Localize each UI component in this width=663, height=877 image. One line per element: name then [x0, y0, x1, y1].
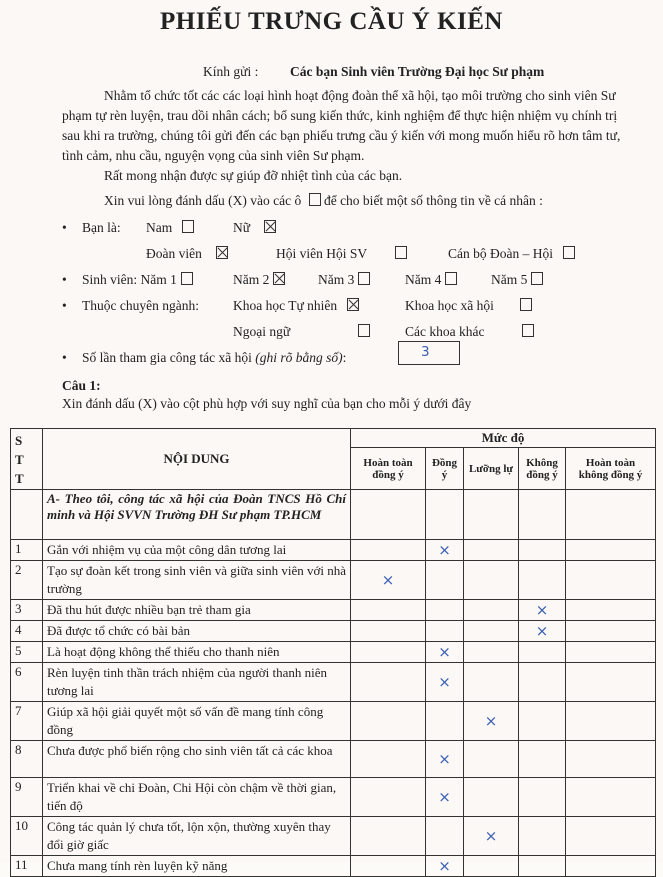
checkbox-hoi-vien[interactable]	[276, 246, 407, 262]
instruction-text	[104, 193, 543, 209]
table-row	[11, 600, 656, 621]
checkbox[interactable]	[358, 272, 370, 285]
question-text: Xin đánh dấu (X) vào cột phù hợp với suy nghĩ của bạn cho mỗi ý dưới đây	[62, 396, 472, 411]
label: Khoa học Tự nhiên	[233, 298, 338, 313]
answer-cell[interactable]	[566, 540, 656, 561]
row-stt: 9	[11, 778, 43, 817]
answer-cell-marked[interactable]: ×	[426, 856, 464, 877]
level-header-4: Hoàn toàn không đồng ý	[566, 448, 656, 490]
instruction-pre: Xin vui lòng đánh dấu (X) vào các ô	[104, 193, 302, 208]
answer-cell[interactable]	[351, 540, 426, 561]
answer-cell[interactable]	[519, 561, 566, 600]
checkbox-checked[interactable]	[216, 246, 228, 259]
checkbox-nu[interactable]	[233, 220, 276, 236]
answer-cell[interactable]	[519, 817, 566, 856]
table-row	[11, 621, 656, 642]
label: Sinh viên:	[82, 272, 138, 287]
row-content: Gắn với nhiệm vụ của một công dân tương lai	[43, 540, 351, 561]
row-stt: 4	[11, 621, 43, 642]
row-stt: 7	[11, 702, 43, 741]
answer-cell[interactable]	[566, 621, 656, 642]
answer-cell-marked[interactable]: ×	[464, 817, 519, 856]
section-stt	[11, 490, 43, 540]
so-lan-value: 3	[421, 344, 430, 360]
answer-cell[interactable]	[351, 621, 426, 642]
checkbox[interactable]	[445, 272, 457, 285]
label: Nữ	[233, 220, 251, 235]
row-stt: 5	[11, 642, 43, 663]
page-title: PHIẾU TRƯNG CẦU Ý KIẾN	[160, 8, 503, 35]
answer-cell[interactable]	[464, 856, 519, 877]
answer-cell-marked[interactable]: ×	[426, 540, 464, 561]
table-row	[11, 778, 656, 817]
ban-la-label: • Bạn là:	[82, 220, 121, 236]
so-lan-row	[82, 350, 346, 366]
checkbox[interactable]	[520, 298, 532, 311]
checkbox[interactable]	[522, 324, 534, 337]
note: (ghi rõ bằng số)	[255, 350, 343, 365]
answer-cell[interactable]	[464, 663, 519, 702]
label: Năm 1	[140, 272, 177, 287]
answer-cell[interactable]	[519, 663, 566, 702]
label: Năm 5	[491, 272, 528, 287]
answer-cell-marked[interactable]: ×	[426, 663, 464, 702]
answer-cell[interactable]	[519, 778, 566, 817]
row-content: Tạo sự đoàn kết trong sinh viên và giữa sinh viên với nhà trường	[43, 561, 351, 600]
row-stt: 3	[11, 600, 43, 621]
answer-cell[interactable]	[426, 600, 464, 621]
row-content: Công tác quản lý chưa tốt, lộn xộn, thường xuyên thay đổi giờ giấc	[43, 817, 351, 856]
row-content: Rèn luyện tinh thần trách nhiệm của người thanh niên tương lai	[43, 663, 351, 702]
checkbox-checked[interactable]	[264, 220, 276, 233]
answer-cell[interactable]	[566, 561, 656, 600]
label: Cán bộ Đoàn – Hội	[448, 246, 553, 261]
row-stt: 2	[11, 561, 43, 600]
checkbox-checked[interactable]	[273, 272, 285, 285]
greeting-label: Kính gửi :	[203, 64, 259, 79]
colon: :	[342, 350, 347, 365]
row-content: Đã thu hút được nhiều bạn trẻ tham gia	[43, 600, 351, 621]
answer-cell-marked[interactable]: ×	[351, 561, 426, 600]
answer-cell[interactable]	[519, 856, 566, 877]
answer-cell-marked[interactable]: ×	[426, 778, 464, 817]
level-header-3: Không đồng ý	[519, 448, 566, 490]
answer-cell[interactable]	[351, 856, 426, 877]
answer-cell[interactable]	[566, 856, 656, 877]
table-row	[11, 561, 656, 600]
row-content: Triển khai về chi Đoàn, Chi Hội còn chậm về thời gian, tiến độ	[43, 778, 351, 817]
label: Năm 4	[405, 272, 442, 287]
checkbox[interactable]	[395, 246, 407, 259]
table-row	[11, 856, 656, 877]
label: Khoa học xã hội	[405, 298, 494, 313]
label: Đoàn viên	[146, 246, 202, 261]
answer-cell[interactable]	[351, 702, 426, 741]
answer-cell[interactable]	[351, 600, 426, 621]
row-stt: 1	[11, 540, 43, 561]
table-row	[11, 540, 656, 561]
instruction-post: để cho biết một số thông tin về cá nhân :	[323, 193, 543, 208]
checkbox-khoa-khac[interactable]	[405, 324, 534, 340]
answer-cell[interactable]	[464, 621, 519, 642]
answer-cell[interactable]	[519, 642, 566, 663]
chuyen-nganh-label: • Thuộc chuyên ngành:	[82, 298, 199, 314]
answer-cell[interactable]	[464, 741, 519, 778]
survey-table	[10, 428, 656, 877]
answer-cell[interactable]	[351, 817, 426, 856]
answer-cell[interactable]	[426, 702, 464, 741]
level-header-1: Đồng ý	[426, 448, 464, 490]
checkbox-ngoai-ngu[interactable]	[233, 324, 370, 340]
answer-cell[interactable]	[464, 561, 519, 600]
checkbox-doan-vien[interactable]	[146, 246, 228, 262]
answer-cell[interactable]	[464, 600, 519, 621]
row-stt: 11	[11, 856, 43, 877]
answer-cell[interactable]	[566, 702, 656, 741]
label: Ngoại ngữ	[233, 324, 291, 339]
row-content: Là hoạt động không thể thiếu cho thanh niên	[43, 642, 351, 663]
label: Số lần tham gia công tác xã hội	[82, 350, 252, 365]
checkbox-nam4[interactable]	[405, 272, 457, 288]
checkbox-checked[interactable]	[347, 298, 359, 311]
answer-cell-marked[interactable]: ×	[464, 702, 519, 741]
table-row	[11, 741, 656, 778]
label: Năm 3	[318, 272, 355, 287]
answer-cell[interactable]	[566, 663, 656, 702]
answer-cell[interactable]	[519, 702, 566, 741]
level-header-0: Hoàn toàn đồng ý	[351, 448, 426, 490]
greeting-recipient: Các bạn Sinh viên Trường Đại học Sư phạm	[290, 64, 545, 79]
answer-cell[interactable]	[566, 778, 656, 817]
checkbox-nam3[interactable]	[318, 272, 370, 288]
stt-header: S T T	[11, 429, 43, 490]
answer-cell[interactable]	[464, 540, 519, 561]
answer-cell[interactable]	[464, 642, 519, 663]
level-header: Mức độ	[351, 429, 656, 448]
table-row	[11, 702, 656, 741]
answer-cell[interactable]	[566, 600, 656, 621]
answer-cell[interactable]	[519, 741, 566, 778]
answer-cell[interactable]	[519, 540, 566, 561]
checkbox-can-bo[interactable]	[448, 246, 575, 262]
row-stt: 10	[11, 817, 43, 856]
answer-cell-marked[interactable]: ×	[519, 600, 566, 621]
label: Năm 2	[233, 272, 270, 287]
answer-cell[interactable]	[426, 817, 464, 856]
answer-cell[interactable]	[351, 778, 426, 817]
question-label: Câu 1:	[62, 378, 101, 393]
checkbox[interactable]	[531, 272, 543, 285]
row-stt: 8	[11, 741, 43, 778]
checkbox-nam2[interactable]	[233, 272, 285, 288]
checkbox-xa-hoi[interactable]	[405, 298, 532, 314]
row-content: Chưa mang tính rèn luyện kỹ năng	[43, 856, 351, 877]
answer-cell[interactable]	[464, 778, 519, 817]
row-content: Giúp xã hội giải quyết một số vấn đề mang tính công đồng	[43, 702, 351, 741]
checkbox-nam1[interactable]	[181, 272, 193, 285]
answer-cell-marked[interactable]: ×	[426, 642, 464, 663]
sinh-vien-row	[82, 272, 193, 288]
level-header-2: Lưỡng lự	[464, 448, 519, 490]
checkbox-nam[interactable]	[146, 220, 194, 236]
section-heading: A- Theo tôi, công tác xã hội của Đoàn TNCS Hồ Chí minh và Hội SVVN Trường ĐH Sư phạm TP.HCM	[43, 490, 351, 540]
table-row	[11, 642, 656, 663]
answer-cell-marked[interactable]: ×	[519, 621, 566, 642]
label: Các khoa khác	[405, 324, 485, 339]
answer-cell[interactable]	[351, 642, 426, 663]
answer-cell[interactable]	[351, 663, 426, 702]
answer-cell[interactable]	[351, 741, 426, 778]
table-row	[11, 817, 656, 856]
answer-cell[interactable]	[566, 741, 656, 778]
checkbox[interactable]	[182, 220, 194, 233]
row-content: Đã được tổ chức có bài bản	[43, 621, 351, 642]
checkbox[interactable]	[563, 246, 575, 259]
label: Hội viên Hội SV	[276, 246, 368, 261]
content-header: NỘI DUNG	[43, 429, 351, 490]
row-stt: 6	[11, 663, 43, 702]
checkbox-nam5[interactable]	[491, 272, 543, 288]
checkbox-sample	[309, 193, 321, 206]
row-content: Chưa được phổ biến rộng cho sinh viên tất cả các khoa	[43, 741, 351, 778]
answer-cell[interactable]	[426, 561, 464, 600]
answer-cell[interactable]	[566, 817, 656, 856]
table-row	[11, 663, 656, 702]
intro-paragraph: Nhằm tổ chức tốt các các loại hình hoạt động đoàn thể xã hội, tạo môi trường cho sinh viên Sư phạm tự rèn luyện, trau dồi nhân cách; bổ sung kiến thức, kinh nghiệm để thực hiện nhiệm vụ chính trị sau khi ra trường, chúng tôi gửi đến các bạn phiếu trưng cầu ý kiến với mong muốn hiểu rõ hơn tâm tư, tình cảm, nhu cầu, nguyện vọng của sinh viên Sư phạm.	[62, 88, 621, 163]
thanks-text: Rất mong nhận được sự giúp đỡ nhiệt tình của các bạn.	[104, 168, 403, 183]
checkbox[interactable]	[358, 324, 370, 337]
answer-cell[interactable]	[566, 642, 656, 663]
checkbox-tu-nhien[interactable]	[233, 298, 359, 314]
answer-cell-marked[interactable]: ×	[426, 741, 464, 778]
answer-cell[interactable]	[426, 621, 464, 642]
so-lan-input[interactable]	[398, 341, 460, 365]
label: Nam	[146, 220, 173, 235]
